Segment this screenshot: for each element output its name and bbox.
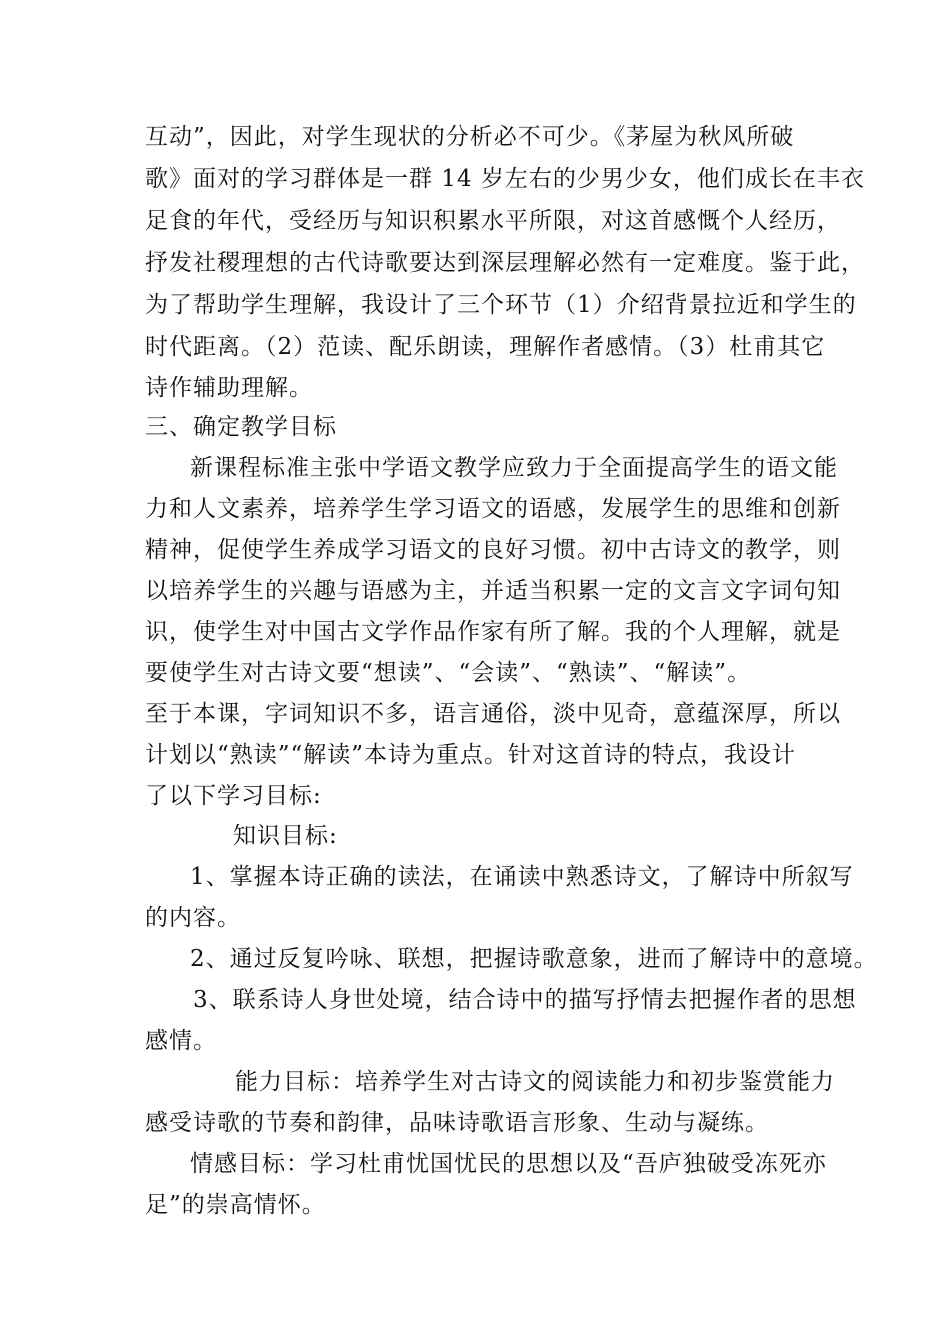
text-line: 抒发社稷理想的古代诗歌要达到深层理解必然有一定难度。鉴于此， (145, 250, 865, 276)
section-heading: 三、确定教学目标 (145, 414, 337, 440)
text-line: 要使学生对古诗文要“想读”、“会读”、“熟读”、“解读”。 (145, 660, 752, 686)
ability-goal-line: 能力目标：培养学生对古诗文的阅读能力和初步鉴赏能力 (235, 1069, 835, 1095)
text-line: 感受诗歌的节奏和韵律，品味诗歌语言形象、生动与凝练。 (145, 1110, 769, 1136)
text-line: 识，使学生对中国古文学作品作家有所了解。我的个人理解，就是 (145, 619, 841, 645)
text-line: 足”的崇高情怀。 (145, 1192, 326, 1218)
paragraph-start-line: 新课程标准主张中学语文教学应致力于全面提高学生的语文能 (190, 455, 838, 481)
text-line: 精神，促使学生养成学习语文的良好习惯。初中古诗文的教学，则 (145, 537, 841, 563)
list-item: 2、通过反复吟咏、联想，把握诗歌意象，进而了解诗中的意境。 (190, 946, 878, 972)
text-line: 歌》面对的学习群体是一群 14 岁左右的少男少女，他们成长在丰衣 (145, 166, 865, 192)
text-line: 时代距离。（2）范读、配乐朗读，理解作者感情。（3）杜甫其它 (145, 334, 826, 360)
text-line: 诗作辅助理解。 (145, 375, 313, 401)
subheading-knowledge-goals: 知识目标: (233, 823, 338, 849)
text-line: 为了帮助学生理解，我设计了三个环节（1）介绍背景拉近和学生的 (145, 292, 857, 318)
text-line: 力和人文素养，培养学生学习语文的语感，发展学生的思维和创新 (145, 496, 841, 522)
text-line: 至于本课，字词知识不多，语言通俗，淡中见奇，意蕴深厚，所以 (145, 701, 841, 727)
text-line: 的内容。 (145, 905, 241, 931)
text-line: 感情。 (145, 1028, 217, 1054)
text-line: 计划以“熟读”“解读”本诗为重点。针对这首诗的特点，我设计 (145, 742, 797, 768)
text-line: 了以下学习目标: (145, 783, 322, 809)
text-line: 足食的年代，受经历与知识积累水平所限，对这首感慨个人经历， (145, 208, 841, 234)
emotion-goal-line: 情感目标：学习杜甫忧国忧民的思想以及“吾庐独破受冻死亦 (190, 1151, 827, 1177)
text-line: 以培养学生的兴趣与语感为主，并适当积累一定的文言文字词句知 (145, 578, 841, 604)
list-item: 3、联系诗人身世处境，结合诗中的描写抒情去把握作者的思想 (193, 987, 857, 1013)
list-item: 1、掌握本诗正确的读法，在诵读中熟悉诗文，了解诗中所叙写 (190, 864, 854, 890)
text-line: 互动”，因此，对学生现状的分析必不可少。《茅屋为秋风所破 (145, 124, 795, 150)
